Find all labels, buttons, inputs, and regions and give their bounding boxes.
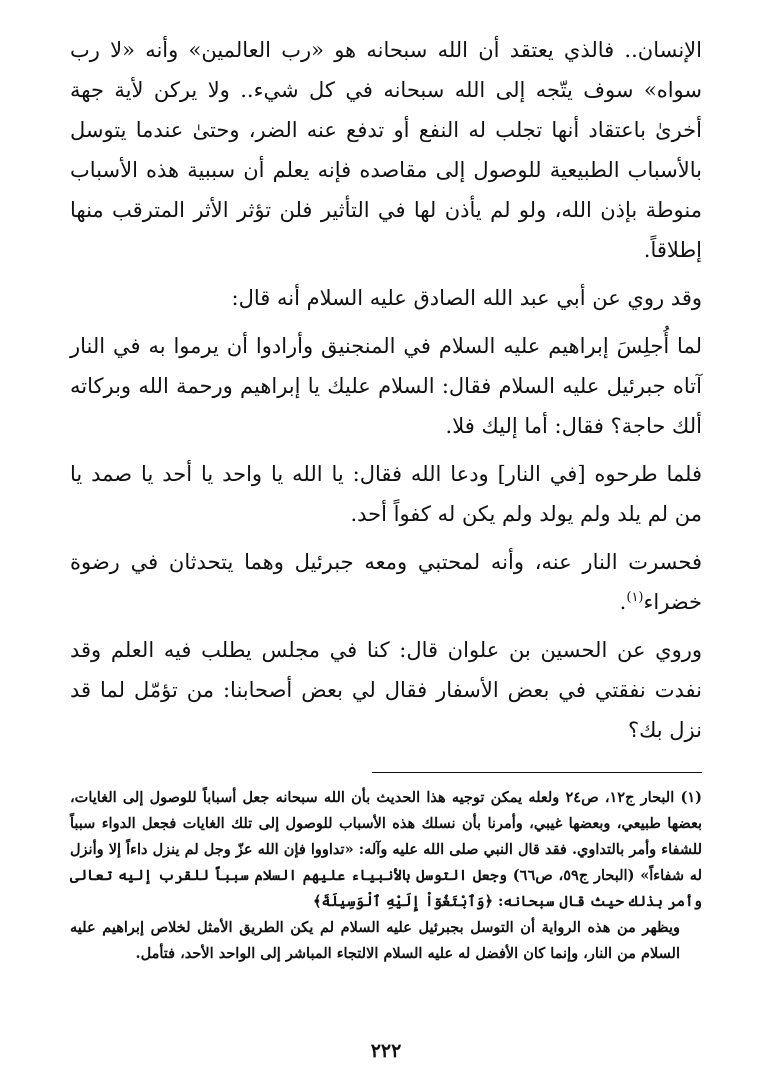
page-number: ٢٢٢	[370, 1040, 402, 1062]
paragraph-2: وقد روي عن أبي عبد الله الصادق عليه السلام أنه قال:	[231, 286, 702, 310]
footnote-separator	[372, 772, 702, 773]
footnote-marker: (١)	[626, 590, 644, 605]
paragraph-6: وروي عن الحسين بن علوان قال: كنا في مجلس يطلب فيه العلم وقد نفدت نفقتي في بعض الأسفار فقال لي بعض أصحابنا: من تؤمّل لما قد نزل بك؟	[70, 638, 702, 742]
paragraph-3: لما أُجلِسَ إبراهيم عليه السلام في المنجنيق وأرادوا أن يرموا به في النار آتاه جبرئيل عليه السلام فقال: السلام عليك يا إبراهيم ورحمة الله وبركاته ألك حاجة؟ فقال: أما إليك فلا.	[70, 334, 702, 438]
footnote-2: ويظهر من هذه الرواية أن التوسل بجبرئيل عليه السلام لم يكن الطريق الأمثل لخلاص إبراهيم عليه السلام من النار، وإنما كان الأفضل له عليه السلام الالتجاء المباشر إلى الواحد الأحد، فتأمل.	[70, 919, 680, 962]
paragraph-1: الإنسان.. فالذي يعتقد أن الله سبحانه هو «رب العالمين» وأنه «لا رب سواه» سوف يتّجه إلى الله سبحانه في كل شيء.. ولا يركن لأية جهة أخرىٰ باعتقاد أنها تجلب له النفع أو تدفع عنه الضر، وحتىٰ عندما يتوسل بالأسباب الطبيعية للوصول إلى مقاصده فإنه يعلم أن سببية هذه الأسباب منوطة بإذن الله، ولو لم يأذن لها في التأثير فلن تؤثر الأثر المترقب منها إطلاقاً.	[70, 38, 702, 262]
paragraph-4: فلما طرحوه [في النار] ودعا الله فقال: يا الله يا واحد يا أحد يا صمد يا من لم يلد ولم يولد ولم يكن له كفواً أحد.	[70, 462, 702, 526]
paragraph-5: فحسرت النار عنه، وأنه لمحتبي ومعه جبرئيل وهما يتحدثان في رضوة خضراء$^{(١)}$.	[70, 550, 702, 614]
footnote-1: (١) البحار ج١٢، ص٢٤ ولعله يمكن توجيه هذا الحديث بأن الله سبحانه جعل أسباباً للوصول إلى الغايات، بعضها طبيعي، وبعضها غيبي، وأمرنا بأن نسلك هذه الأسباب للوصول إلى تلك الغايات فجعل الدواء سبباً للشفاء وأمر بالتداوي. فقد قال النبي صلى الله عليه وآله: «تداووا فإن الله عزّ وجل لم ينزل داءاً إلا وأنزل له شفاءاً» (البحار ج٥٩، ص٦٦) وجعل التوسل بالأنبياء عليهم السلام سبباً للقرب إليه تعالى وأمر بذلك حيث قال سبحانه: ﴿وَٱبْتَغُوٓاْ إِلَيْهِ ٱلْوَسِيلَةَ﴾	[70, 789, 702, 910]
